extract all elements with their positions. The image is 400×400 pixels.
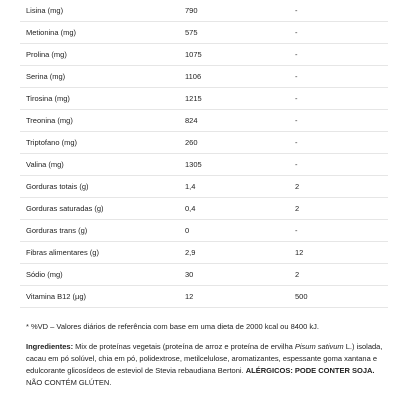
nutrient-name: Triptofano (mg) — [26, 138, 77, 147]
nutrient-name: Prolina (mg) — [26, 50, 67, 59]
ingredients-text: Mix de proteínas vegetais (proteína de arroz e proteína de ervilha — [73, 342, 295, 351]
nutrient-amount: 790 — [185, 6, 198, 15]
nutrient-amount: 824 — [185, 116, 198, 125]
table-row — [20, 242, 388, 264]
nutrient-amount: 1305 — [185, 160, 202, 169]
nutrition-table — [20, 0, 388, 308]
ingredients-label: Ingredientes: — [26, 342, 74, 351]
vd-footnote: * %VD – Valores diários de referência com base em uma dieta de 2000 kcal ou 8400 kJ. — [26, 322, 319, 331]
nutrient-amount: 12 — [185, 292, 194, 301]
table-row — [20, 264, 388, 286]
species-name: Pisum sativum — [294, 342, 344, 351]
nutrient-name: Gorduras trans (g) — [26, 226, 88, 235]
nutrient-name: Vitamina B12 (µg) — [26, 292, 87, 301]
table-row — [20, 154, 388, 176]
nutrient-vd: 2 — [295, 182, 300, 191]
nutrient-name: Treonina (mg) — [26, 116, 73, 125]
allergens-warning: ALÉRGICOS: PODE CONTER SOJA. — [245, 366, 375, 375]
nutrient-vd: - — [295, 94, 298, 103]
nutrient-amount: 260 — [185, 138, 198, 147]
nutrient-vd: - — [295, 72, 298, 81]
gluten-warning: NÃO CONTÉM GLÚTEN. — [26, 378, 112, 387]
table-row — [20, 220, 388, 242]
nutrient-vd: - — [295, 28, 298, 37]
nutrient-amount: 2,9 — [185, 248, 196, 257]
table-row — [20, 110, 388, 132]
table-row — [20, 176, 388, 198]
nutrient-name: Metionina (mg) — [26, 28, 77, 37]
nutrient-vd: 500 — [295, 292, 308, 301]
table-row — [20, 198, 388, 220]
nutrient-amount: 1215 — [185, 94, 202, 103]
nutrient-vd: 2 — [295, 204, 300, 213]
nutrient-amount: 0 — [185, 226, 190, 235]
nutrient-amount: 1,4 — [185, 182, 196, 191]
nutrient-vd: 12 — [295, 248, 304, 257]
nutrient-name: Sódio (mg) — [26, 270, 63, 279]
table-row — [20, 66, 388, 88]
nutrient-amount: 575 — [185, 28, 198, 37]
nutrient-name: Valina (mg) — [26, 160, 64, 169]
nutrient-vd: - — [295, 50, 298, 59]
nutrient-name: Fibras alimentares (g) — [26, 248, 99, 257]
nutrient-vd: - — [295, 160, 298, 169]
nutrient-name: Lisina (mg) — [26, 6, 64, 15]
nutrient-vd: - — [295, 116, 298, 125]
table-row — [20, 0, 388, 22]
ingredients-text: L.) isolada, cacau em pó solúvel, chia em pó, polidextrose, metilcelulose, aromatizantes, espessante goma xantana e edulcorante glicosídeos de esteviol de Stevia rebaudiana Bertoni. — [26, 342, 383, 375]
table-row — [20, 22, 388, 44]
ingredients-paragraph — [26, 341, 386, 389]
table-row — [20, 44, 388, 66]
nutrient-name: Serina (mg) — [26, 72, 66, 81]
nutrient-vd: - — [295, 226, 298, 235]
nutrient-name: Tirosina (mg) — [26, 94, 70, 103]
table-row — [20, 286, 388, 308]
nutrient-vd: - — [295, 6, 298, 15]
nutrient-name: Gorduras totais (g) — [26, 182, 89, 191]
nutrient-vd: 2 — [295, 270, 300, 279]
nutrient-amount: 1075 — [185, 50, 202, 59]
nutrient-amount: 0,4 — [185, 204, 196, 213]
nutrient-amount: 1106 — [185, 72, 202, 81]
nutrient-vd: - — [295, 138, 298, 147]
nutrient-name: Gorduras saturadas (g) — [26, 204, 104, 213]
nutrient-amount: 30 — [185, 270, 194, 279]
table-row — [20, 88, 388, 110]
table-row — [20, 132, 388, 154]
